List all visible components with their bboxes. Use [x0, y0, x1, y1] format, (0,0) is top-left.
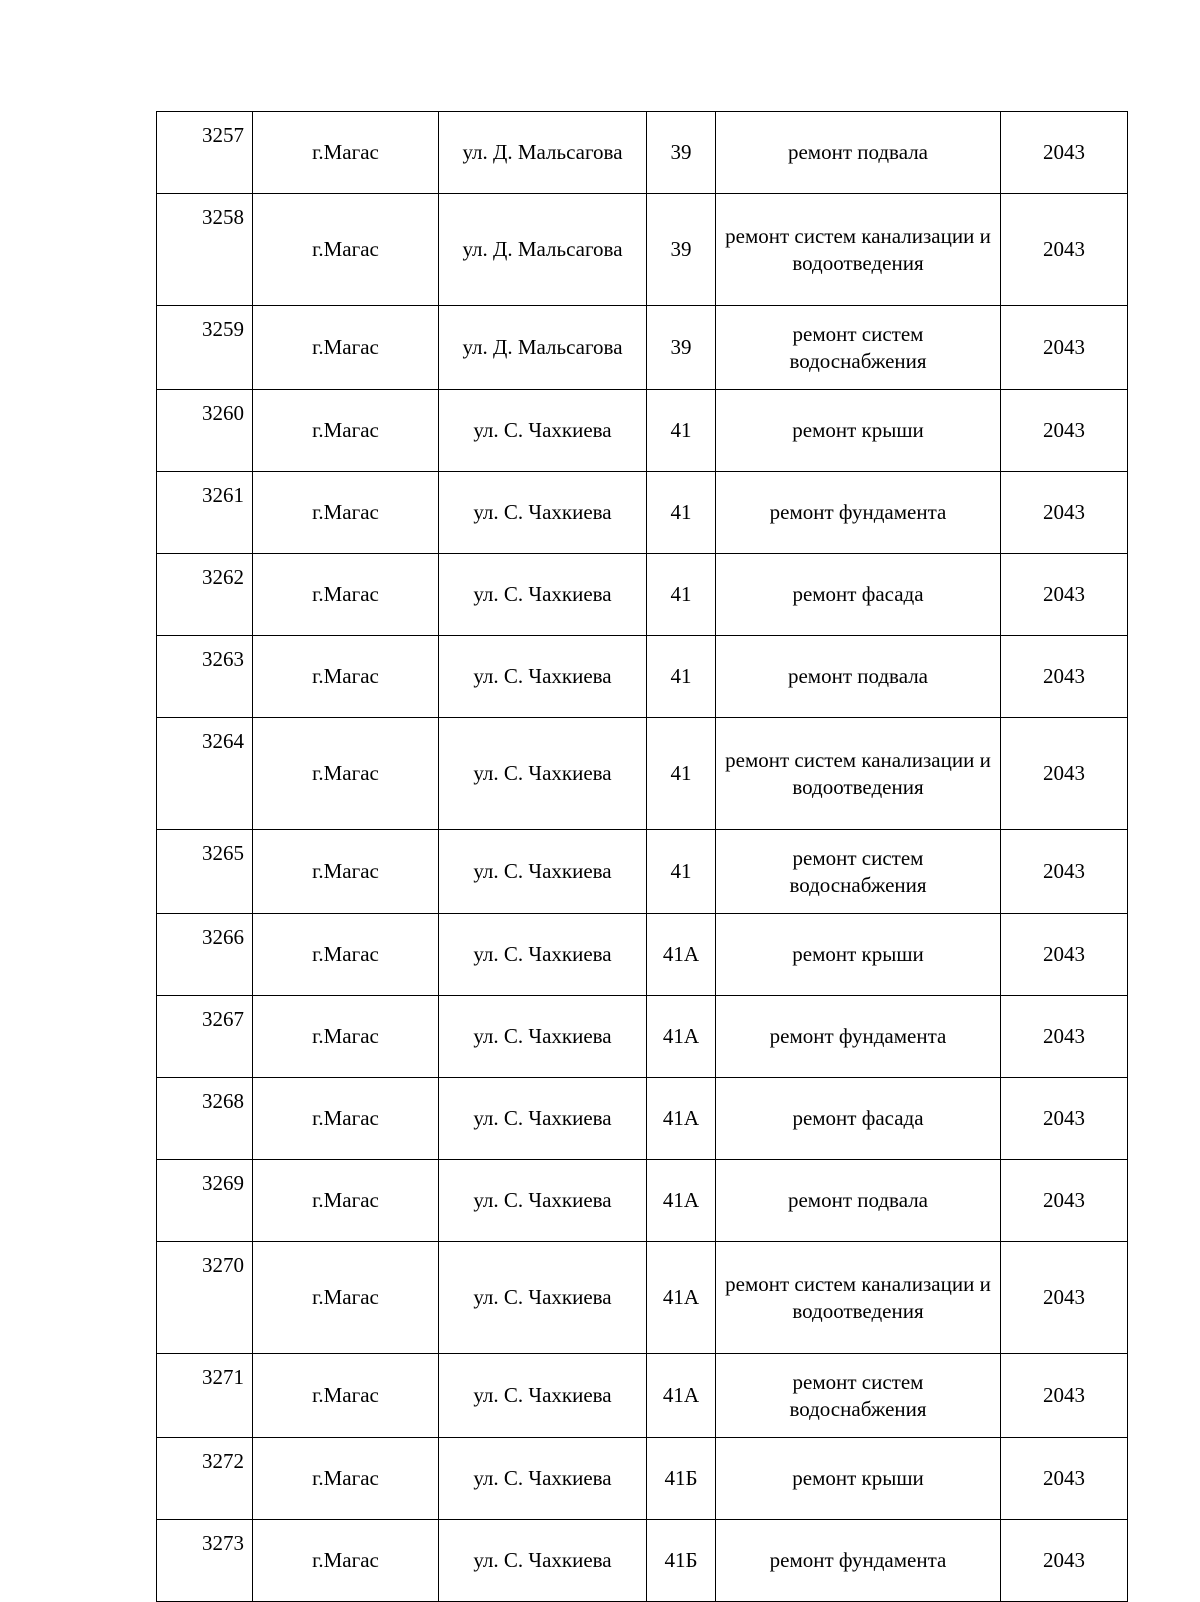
table-row — [157, 1354, 1128, 1438]
row-number-cell: 3259 — [157, 306, 253, 390]
work-type-cell: ремонт крыши — [716, 390, 1001, 472]
row-number-cell: 3267 — [157, 996, 253, 1078]
work-type-cell: ремонт систем водоснабжения — [716, 1354, 1001, 1438]
table-row — [157, 914, 1128, 996]
year-cell: 2043 — [1001, 194, 1128, 306]
row-number-cell: 3261 — [157, 472, 253, 554]
table-row — [157, 996, 1128, 1078]
year-cell: 2043 — [1001, 1520, 1128, 1602]
work-type-cell: ремонт фундамента — [716, 472, 1001, 554]
table-row — [157, 636, 1128, 718]
house-number-cell: 41 — [647, 636, 716, 718]
work-type-cell: ремонт крыши — [716, 1438, 1001, 1520]
row-number-cell: 3271 — [157, 1354, 253, 1438]
street-cell: ул. С. Чахкиева — [439, 472, 647, 554]
house-number-cell: 41А — [647, 914, 716, 996]
work-type-cell: ремонт фасада — [716, 554, 1001, 636]
year-cell: 2043 — [1001, 914, 1128, 996]
table-row — [157, 112, 1128, 194]
city-cell: г.Магас — [253, 112, 439, 194]
house-number-cell: 41 — [647, 718, 716, 830]
row-number-cell: 3266 — [157, 914, 253, 996]
table-row — [157, 830, 1128, 914]
house-number-cell: 41 — [647, 472, 716, 554]
table-row — [157, 1520, 1128, 1602]
row-number-cell: 3258 — [157, 194, 253, 306]
city-cell: г.Магас — [253, 1078, 439, 1160]
work-type-cell: ремонт систем канализации и водоотведения — [716, 194, 1001, 306]
work-type-cell: ремонт крыши — [716, 914, 1001, 996]
year-cell: 2043 — [1001, 830, 1128, 914]
street-cell: ул. С. Чахкиева — [439, 554, 647, 636]
street-cell: ул. Д. Мальсагова — [439, 306, 647, 390]
street-cell: ул. С. Чахкиева — [439, 1354, 647, 1438]
work-type-cell: ремонт систем водоснабжения — [716, 306, 1001, 390]
work-type-cell: ремонт подвала — [716, 1160, 1001, 1242]
row-number-cell: 3260 — [157, 390, 253, 472]
year-cell: 2043 — [1001, 554, 1128, 636]
row-number-cell: 3270 — [157, 1242, 253, 1354]
house-number-cell: 39 — [647, 306, 716, 390]
year-cell: 2043 — [1001, 1078, 1128, 1160]
work-type-cell: ремонт фундамента — [716, 996, 1001, 1078]
street-cell: ул. С. Чахкиева — [439, 1242, 647, 1354]
house-number-cell: 41А — [647, 996, 716, 1078]
house-number-cell: 39 — [647, 194, 716, 306]
city-cell: г.Магас — [253, 1242, 439, 1354]
street-cell: ул. С. Чахкиева — [439, 718, 647, 830]
year-cell: 2043 — [1001, 1242, 1128, 1354]
table-row — [157, 306, 1128, 390]
row-number-cell: 3269 — [157, 1160, 253, 1242]
street-cell: ул. Д. Мальсагова — [439, 194, 647, 306]
year-cell: 2043 — [1001, 636, 1128, 718]
house-number-cell: 41 — [647, 390, 716, 472]
street-cell: ул. С. Чахкиева — [439, 914, 647, 996]
street-cell: ул. С. Чахкиева — [439, 1078, 647, 1160]
table-row — [157, 1160, 1128, 1242]
year-cell: 2043 — [1001, 1160, 1128, 1242]
row-number-cell: 3257 — [157, 112, 253, 194]
row-number-cell: 3268 — [157, 1078, 253, 1160]
row-number-cell: 3272 — [157, 1438, 253, 1520]
work-type-cell: ремонт подвала — [716, 636, 1001, 718]
table-row — [157, 390, 1128, 472]
city-cell: г.Магас — [253, 194, 439, 306]
street-cell: ул. С. Чахкиева — [439, 1160, 647, 1242]
row-number-cell: 3265 — [157, 830, 253, 914]
repair-schedule-table — [156, 111, 1128, 1602]
house-number-cell: 41А — [647, 1354, 716, 1438]
street-cell: ул. С. Чахкиева — [439, 996, 647, 1078]
street-cell: ул. С. Чахкиева — [439, 390, 647, 472]
city-cell: г.Магас — [253, 914, 439, 996]
year-cell: 2043 — [1001, 306, 1128, 390]
year-cell: 2043 — [1001, 1438, 1128, 1520]
work-type-cell: ремонт систем водоснабжения — [716, 830, 1001, 914]
city-cell: г.Магас — [253, 1160, 439, 1242]
year-cell: 2043 — [1001, 390, 1128, 472]
row-number-cell: 3273 — [157, 1520, 253, 1602]
city-cell: г.Магас — [253, 636, 439, 718]
table-row — [157, 1242, 1128, 1354]
house-number-cell: 41А — [647, 1242, 716, 1354]
house-number-cell: 41А — [647, 1160, 716, 1242]
year-cell: 2043 — [1001, 112, 1128, 194]
table-row — [157, 472, 1128, 554]
street-cell: ул. С. Чахкиева — [439, 830, 647, 914]
year-cell: 2043 — [1001, 718, 1128, 830]
work-type-cell: ремонт систем канализации и водоотведения — [716, 1242, 1001, 1354]
city-cell: г.Магас — [253, 1438, 439, 1520]
house-number-cell: 41 — [647, 830, 716, 914]
city-cell: г.Магас — [253, 1354, 439, 1438]
table-row — [157, 554, 1128, 636]
house-number-cell: 39 — [647, 112, 716, 194]
city-cell: г.Магас — [253, 996, 439, 1078]
city-cell: г.Магас — [253, 1520, 439, 1602]
table-row — [157, 718, 1128, 830]
year-cell: 2043 — [1001, 1354, 1128, 1438]
work-type-cell: ремонт систем канализации и водоотведения — [716, 718, 1001, 830]
street-cell: ул. С. Чахкиева — [439, 636, 647, 718]
house-number-cell: 41А — [647, 1078, 716, 1160]
city-cell: г.Магас — [253, 830, 439, 914]
house-number-cell: 41Б — [647, 1520, 716, 1602]
row-number-cell: 3264 — [157, 718, 253, 830]
city-cell: г.Магас — [253, 472, 439, 554]
house-number-cell: 41 — [647, 554, 716, 636]
table-row — [157, 1438, 1128, 1520]
city-cell: г.Магас — [253, 306, 439, 390]
city-cell: г.Магас — [253, 718, 439, 830]
work-type-cell: ремонт подвала — [716, 112, 1001, 194]
city-cell: г.Магас — [253, 390, 439, 472]
street-cell: ул. Д. Мальсагова — [439, 112, 647, 194]
street-cell: ул. С. Чахкиева — [439, 1520, 647, 1602]
row-number-cell: 3262 — [157, 554, 253, 636]
work-type-cell: ремонт фундамента — [716, 1520, 1001, 1602]
work-type-cell: ремонт фасада — [716, 1078, 1001, 1160]
year-cell: 2043 — [1001, 996, 1128, 1078]
table-row — [157, 194, 1128, 306]
city-cell: г.Магас — [253, 554, 439, 636]
year-cell: 2043 — [1001, 472, 1128, 554]
row-number-cell: 3263 — [157, 636, 253, 718]
table-row — [157, 1078, 1128, 1160]
house-number-cell: 41Б — [647, 1438, 716, 1520]
street-cell: ул. С. Чахкиева — [439, 1438, 647, 1520]
